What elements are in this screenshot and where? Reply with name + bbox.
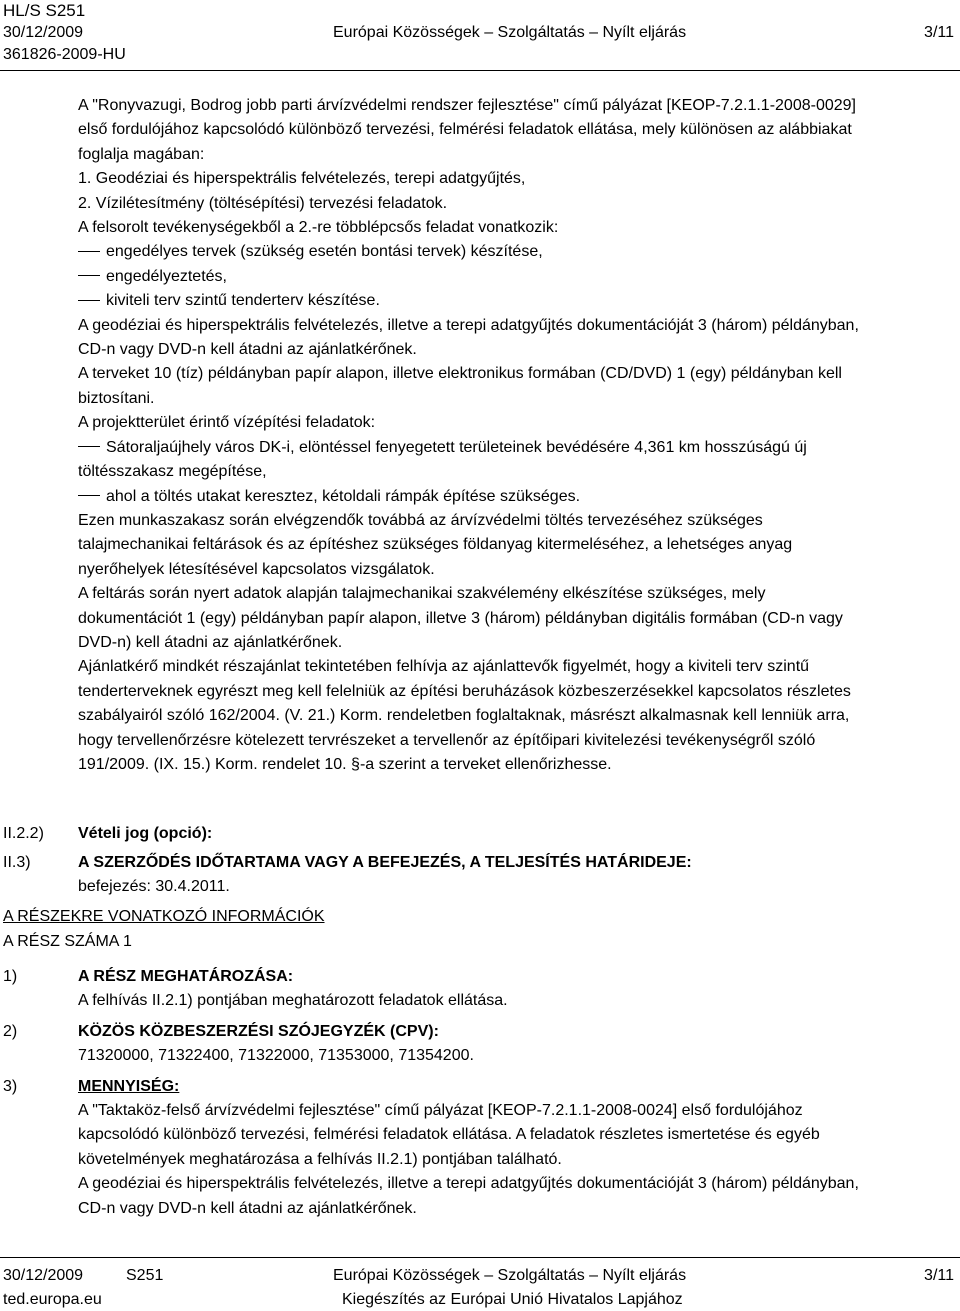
item-number: 2) [3, 1023, 18, 1040]
item-title-quantity: MENNYISÉG: [78, 1078, 180, 1095]
header-page-number: 3/11 [924, 24, 954, 41]
item-title-cpv: KÖZÖS KÖZBESZERZÉSI SZÓJEGYZÉK (CPV): [78, 1023, 439, 1040]
body-line: A "Ronyvazugi, Bodrog jobb parti árvízvédelmi rendszer fejlesztése" című pályázat [KEOP-7.2.1.1-2008-0029] [78, 97, 856, 114]
quantity-line: A geodéziai és hiperspektrális felvételezés, illetve a terepi adatgyűjtés dokumentációját 3 (három) példányban, [78, 1175, 859, 1193]
body-line: hogy tervellenőrzésre kötelezett tervrészeket a tervellenőr az építőipari kivitelezési tevékenységről szóló [78, 731, 816, 749]
footer-site-link[interactable]: ted.europa.eu [3, 1291, 102, 1308]
dash-list-item: Sátoraljaújhely város DK-i, elöntéssel fenyegetett területeinek bevédésére 4,361 km hosszúságú új [78, 436, 948, 460]
quantity-line: A "Taktaköz-felső árvízvédelmi fejlesztése" című pályázat [KEOP-7.2.1.1-2008-0024] első fordulójához [78, 1102, 803, 1119]
item-text-definition: A felhívás II.2.1) pontjában meghatározott feladatok ellátása. [78, 992, 508, 1009]
header-doc-id: HL/S S251 [3, 1, 86, 20]
body-line: Ajánlatkérő mindkét részajánlat tekintetében felhívja az ajánlattevők figyelmét, hogy a kiviteli terv szintű [78, 658, 810, 676]
dash-list-item: engedélyes tervek (szükség esetén bontási tervek) készítése, [78, 240, 948, 264]
item-title-definition: A RÉSZ MEGHATÁROZÁSA: [78, 968, 294, 985]
body-line: 2. Vízilétesítmény (töltésépítési) tervezési feladatok. [78, 194, 448, 212]
dash-bullet [78, 446, 100, 447]
dash-list-item-cont: töltésszakasz megépítése, [78, 463, 267, 481]
footer-code: S251 [126, 1267, 164, 1284]
section-title-option: Vételi jog (opció): [78, 825, 213, 842]
quantity-line: kapcsolódó különböző tervezési, felmérési feladatok ellátása. A feladatok részletes ismertetése és egyéb [78, 1126, 820, 1144]
header-ref: 361826-2009-HU [3, 46, 126, 63]
quantity-line: CD-n vagy DVD-n kell átadni az ajánlatkérőnek. [78, 1199, 417, 1217]
dash-bullet [78, 275, 100, 276]
body-line: szabályairól szóló 162/2004. (V. 21.) Korm. rendeletben foglaltaknak, másrészt alkalmasnak kell lenniük arra, [78, 707, 850, 725]
dash-list-item: kiviteli terv szintű tenderterv készítése. [78, 289, 948, 313]
body-line: első fordulójához kapcsolódó különböző tervezési, felmérési feladatok ellátása, mely különösen az alábbiakat [78, 121, 852, 139]
body-line: A projektterület érintő vízépítési feladatok: [78, 414, 376, 432]
item-number: 1) [3, 968, 18, 985]
body-line: biztosítani. [78, 389, 155, 407]
item-number: 3) [3, 1078, 18, 1095]
dash-list-item: engedélyeztetés, [78, 265, 948, 289]
body-line: CD-n vagy DVD-n kell átadni az ajánlatkérőnek. [78, 341, 417, 359]
item-text-cpv-codes: 71320000, 71322400, 71322000, 71353000, 71354200. [78, 1047, 474, 1064]
dash-list-item: ahol a töltés utakat keresztez, kétoldali rámpák építése szükséges. [78, 485, 948, 509]
body-line: 1. Geodéziai és hiperspektrális felvételezés, terepi adatgyűjtés, [78, 170, 526, 188]
header-center-title: Európai Közösségek – Szolgáltatás – Nyílt eljárás [333, 24, 687, 41]
footer-page-number: 3/11 [924, 1267, 954, 1284]
body-line: A geodéziai és hiperspektrális felvételezés, illetve a terepi adatgyűjtés dokumentációját 3 (három) példányban, [78, 316, 859, 334]
header-left [3, 0, 126, 66]
footer-publisher: Kiegészítés az Európai Unió Hivatalos Lapjához [342, 1291, 683, 1308]
footer-date: 30/12/2009 [3, 1267, 84, 1284]
body-line: 191/2009. (IX. 15.) Korm. rendelet 10. §-a szerint a terveket ellenőrizhesse. [78, 755, 612, 773]
item-text-quantity [78, 1099, 859, 1221]
section-value-completion: befejezés: 30.4.2011. [78, 878, 230, 895]
body-line: foglalja magában: [78, 145, 205, 163]
description-text [78, 94, 948, 777]
body-line: DVD-n) kell átadni az ajánlatkérőnek. [78, 633, 343, 651]
quantity-line: követelmények meghatározása a felhívás II.2.1) pontjában található. [78, 1150, 562, 1168]
body-line: A felsorolt tevékenységekből a 2.-re többlépcsős feladat vonatkozik: [78, 219, 559, 237]
footer-rule [0, 1257, 960, 1258]
body-line: tenderterveknek egyrészt meg kell felelniük az építési beruházások közbeszerzésekkel kapcsolatos részletes [78, 682, 851, 700]
section-number-ii-2-2: II.2.2) [3, 825, 44, 842]
body-line: dokumentációt 1 (egy) példányban papír alapon, illetve 3 (három) példányban digitális formában (CD-n vagy [78, 609, 843, 627]
body-line: nyerőhelyek létesítésével kapcsolatos vizsgálatok. [78, 560, 435, 578]
section-number-ii-3: II.3) [3, 854, 31, 871]
header-date: 30/12/2009 [3, 24, 84, 41]
dash-bullet [78, 495, 100, 496]
section-title-duration: A SZERZŐDÉS IDŐTARTAMA VAGY A BEFEJEZÉS, A TELJESÍTÉS HATÁRIDEJE: [78, 854, 692, 871]
footer-center-title: Európai Közösségek – Szolgáltatás – Nyílt eljárás [333, 1267, 687, 1284]
part-number: A RÉSZ SZÁMA 1 [3, 933, 132, 950]
body-line: A feltárás során nyert adatok alapján talajmechanikai szakvélemény elkészítése szükséges, mely [78, 585, 766, 603]
body-line: A terveket 10 (tíz) példányban papír alapon, illetve elektronikus formában (CD/DVD) 1 (egy) példányban kell [78, 365, 842, 383]
part-info-title: A RÉSZEKRE VONATKOZÓ INFORMÁCIÓK [3, 908, 325, 925]
header-rule [0, 70, 960, 71]
dash-bullet [78, 300, 100, 301]
dash-bullet [78, 251, 100, 252]
body-line: talajmechanikai feltárások és az építéshez szükséges földanyag kitermeléséhez, a lehetséges anyag [78, 536, 793, 554]
body-line: Ezen munkaszakasz során elvégzendők továbbá az árvízvédelmi töltés tervezéséhez szükséges [78, 511, 763, 529]
